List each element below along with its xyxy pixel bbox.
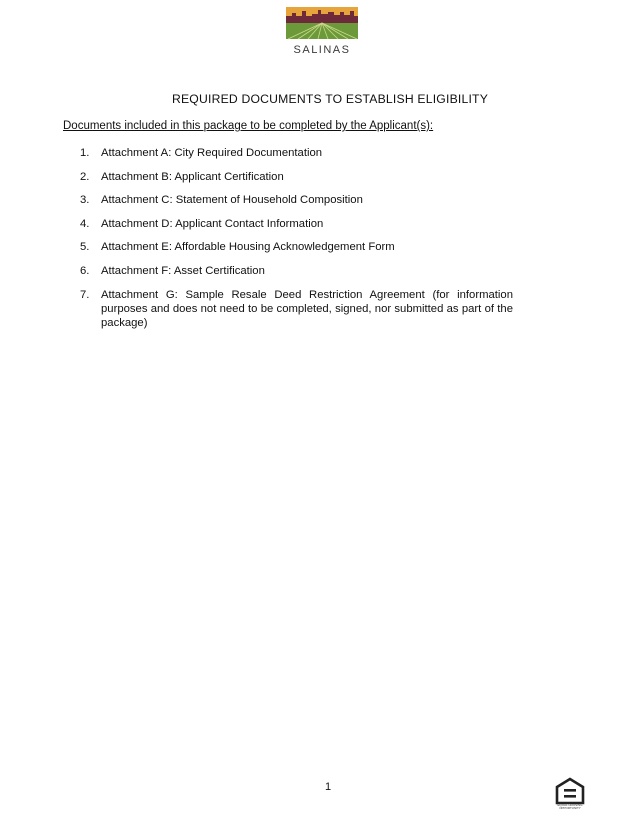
item-number: 6. bbox=[80, 264, 90, 277]
item-number: 7. bbox=[80, 288, 90, 301]
item-text: Attachment A: City Required Documentation bbox=[101, 147, 323, 159]
item-text: Attachment G: Sample Resale Deed Restriction Agreement (for information purposes and does not need to be completed, signed, nor submitted as part of the package) bbox=[101, 288, 513, 329]
item-number: 2. bbox=[80, 170, 90, 183]
list-item bbox=[63, 240, 513, 254]
item-number: 4. bbox=[80, 217, 90, 230]
item-text: Attachment C: Statement of Household Composition bbox=[101, 194, 363, 207]
item-text: Attachment E: Affordable Housing Acknowledgement Form bbox=[101, 241, 395, 254]
item-number: 1. bbox=[80, 147, 90, 159]
item-number: 3. bbox=[80, 194, 90, 207]
intro-text: Documents included in this package to be completed by the Applicant(s): bbox=[63, 120, 434, 132]
list-item bbox=[63, 170, 513, 184]
equal-housing-icon bbox=[554, 776, 586, 806]
page-number: 1 bbox=[324, 781, 332, 793]
list-item bbox=[63, 193, 513, 207]
list-item bbox=[63, 217, 513, 231]
item-number: 5. bbox=[80, 241, 90, 254]
item-text: Attachment B: Applicant Certification bbox=[101, 170, 284, 183]
logo-text: SALINAS bbox=[293, 44, 351, 56]
page-title: REQUIRED DOCUMENTS TO ESTABLISH ELIGIBILITY bbox=[171, 92, 489, 106]
item-text: Attachment D: Applicant Contact Information bbox=[101, 217, 324, 230]
item-text: Attachment F: Asset Certification bbox=[101, 264, 265, 277]
document-list bbox=[63, 146, 513, 339]
list-item bbox=[63, 288, 513, 330]
equal-housing-text: EQUAL HOUSING OPPORTUNITY bbox=[557, 803, 583, 810]
list-item bbox=[63, 264, 513, 278]
list-item bbox=[63, 146, 513, 160]
salinas-logo-icon bbox=[286, 7, 358, 45]
salinas-logo bbox=[285, 7, 359, 56]
